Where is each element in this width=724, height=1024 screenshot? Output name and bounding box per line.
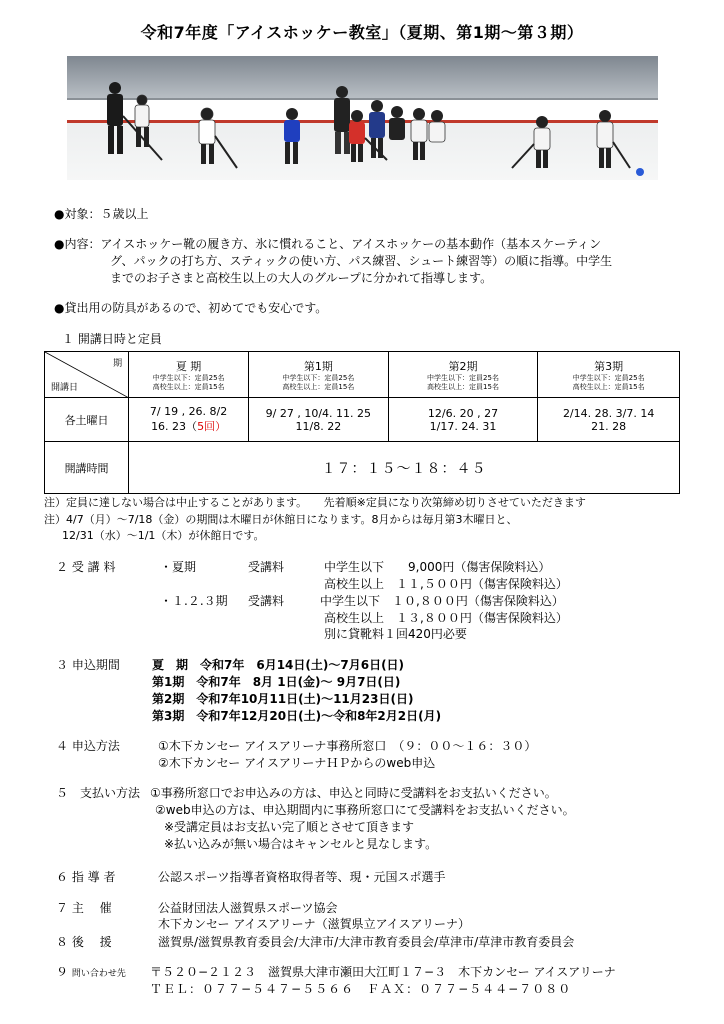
- dates-period-3: [538, 398, 680, 442]
- hockey-photo-1: [67, 56, 247, 180]
- fee-summer-junior: 中学生以下 9,000円（傷害保険料込）: [324, 560, 551, 574]
- note-2: 注）4/7（月）〜7/18（金）の期間は木曜日が休館日になります。8月からは毎月第3木曜日と、: [44, 513, 518, 526]
- hockey-photo-3: [490, 56, 658, 180]
- fee-summer-label: ・夏期: [160, 560, 197, 574]
- payment-line-1: ①事務所窓口でお申込みの方は、申込と同時に受講料をお支払いください。: [150, 786, 557, 800]
- dates-summer: [129, 398, 249, 442]
- apply-period-heading: ３ 申込期間: [56, 658, 120, 672]
- period-name: 夏 期: [175, 359, 202, 373]
- hockey-photo-2: [247, 56, 490, 180]
- dates-line-2: 16. 23（5回）: [151, 420, 227, 433]
- apply-period-1: 第1期 令和7年 8月 1日(金)〜 9月7日(日): [152, 675, 401, 689]
- equipment-text: ●貸出用の防具があるので、初めてでも安心です。: [54, 301, 328, 315]
- organizer-2: 木下カンセー アイスアリーナ（滋賀県立アイスアリーナ）: [158, 917, 470, 931]
- apply-method-1: ①木下カンセー アイスアリーナ事務所窓口 （９：００〜１６：３０）: [158, 739, 537, 753]
- contact-phone: ＴＥＬ：０７７−５４７−５５６６ ＦＡＸ：０７７−５４４−７０８０: [150, 982, 572, 996]
- instructor-heading: ６ 指 導 者: [56, 870, 116, 884]
- period-header-1: [249, 352, 389, 398]
- note-1: 注）定員に達しない場合は中止することがあります。 先着順※定員になり次第締め切りさせていただきます: [44, 496, 586, 509]
- apply-period-summer: 夏 期 令和7年 6月14日(土)〜7月6日(日): [152, 658, 405, 672]
- support-text: 滋賀県/滋賀県教育委員会/大津市/大津市教育委員会/草津市/草津市教育委員会: [158, 935, 575, 949]
- support-heading: ８ 後 援: [56, 935, 112, 949]
- capacity-senior: 高校生以上：定員15名: [427, 382, 499, 391]
- capacity-junior: 中学生以下：定員25名: [282, 373, 355, 382]
- target-text: ●対象：５歳以上: [54, 207, 149, 221]
- corner-period-label: 期: [113, 359, 123, 369]
- content-line-3: までのお子さまと高校生以上の大人のグループに分かれて指導します。: [110, 271, 493, 285]
- capacity-junior: 中学生以下：定員25名: [572, 373, 645, 382]
- capacity-junior: 中学生以下：定員25名: [152, 373, 225, 382]
- apply-period-3: 第3期 令和7年12月20日(土)〜令和8年2月2日(月): [152, 709, 442, 723]
- apply-method-2: ②木下カンセー アイスアリーナＨＰからのweb申込: [158, 756, 436, 770]
- dates-line-2: 11/8. 22: [295, 419, 342, 433]
- page-title: 令和7年度「アイスホッケー教室」（夏期、第1期〜第３期）: [140, 23, 584, 42]
- payment-note-1: ※受講定員はお支払い完了順とさせて頂きます: [164, 820, 415, 834]
- table-corner-cell: [45, 352, 129, 398]
- fee-regular-junior: 中学生以下 １０,８００円（傷害保険料込）: [320, 594, 564, 608]
- period-name: 第3期: [594, 359, 624, 373]
- class-time: １７：１５〜１８：４５: [129, 442, 680, 494]
- fee-summer-fee-label: 受講料: [248, 560, 285, 574]
- period-header-summer: [129, 352, 249, 398]
- row-label-time: 開講時間: [45, 442, 129, 494]
- capacity-senior: 高校生以上：定員15名: [152, 382, 225, 391]
- dates-period-1: [249, 398, 389, 442]
- dates-line-1: 7/ 19 , 26. 8/2: [149, 405, 228, 418]
- payment-line-2: ②web申込の方は、申込期間内に事務所窓口にて受講料をお支払いください。: [155, 803, 575, 817]
- dates-line-1: 12/6. 20 , 27: [427, 406, 499, 420]
- dates-line-1: 9/ 27 , 10/4. 11. 25: [265, 406, 372, 420]
- section-heading-schedule: １ 開講日時と定員: [62, 332, 162, 346]
- content-line-1: ●内容：アイスホッケー靴の履き方、氷に慣れること、アイスホッケーの基本動作（基本スケーティン: [54, 237, 602, 251]
- contact-heading-small: 問い合わせ先: [71, 969, 126, 979]
- period-header-3: [538, 352, 680, 398]
- contact-heading: ９ 問い合わせ先: [56, 965, 126, 979]
- capacity-senior: 高校生以上：定員15名: [572, 382, 645, 391]
- dates-period-2: [388, 398, 538, 442]
- dates-line-2: 1/17. 24. 31: [429, 419, 497, 433]
- note-3: 12/31（水）〜1/1（木）が休館日です。: [62, 529, 265, 542]
- payment-note-2: ※払い込みが無い場合はキャンセルと見なします。: [164, 837, 438, 851]
- fee-regular-senior: 高校生以上 １３,８００円（傷害保険料込）: [324, 611, 568, 625]
- session-count: 5回: [197, 420, 216, 433]
- apply-period-2: 第2期 令和7年10月11日(土)〜11月23日(日): [152, 692, 414, 706]
- corner-date-label: 開講日: [51, 383, 79, 393]
- instructor-text: 公認スポーツ指導者資格取得者等、現・元国スポ選手: [158, 870, 446, 884]
- organizer-heading: ７ 主 催: [56, 901, 112, 915]
- apply-method-heading: ４ 申込方法: [56, 739, 120, 753]
- dates-line-1: 2/14. 28. 3/7. 14: [562, 406, 655, 420]
- organizer-1: 公益財団法人滋賀県スポーツ協会: [158, 901, 338, 915]
- fee-heading: ２ 受 講 料: [56, 560, 116, 574]
- capacity-junior: 中学生以下：定員25名: [427, 373, 499, 382]
- payment-heading: ５ 支払い方法: [56, 786, 141, 800]
- period-header-2: [388, 352, 538, 398]
- row-label-saturday: 各土曜日: [45, 398, 129, 442]
- fee-summer-senior: 高校生以上 １１,５００円（傷害保険料込）: [324, 577, 568, 591]
- contact-address: 〒５２０−２１２３ 滋賀県大津市瀬田大江町１７−３ 木下カンセー アイスアリーナ: [150, 965, 616, 979]
- schedule-table: [44, 351, 680, 494]
- dates-line-2: 21. 28: [591, 419, 627, 433]
- capacity-senior: 高校生以上：定員15名: [282, 382, 355, 391]
- content-line-2: グ、パックの打ち方、スティックの使い方、パス練習、シュート練習等）の順に指導。中学生: [110, 254, 613, 268]
- period-name: 第2期: [448, 359, 478, 373]
- period-name: 第1期: [303, 359, 333, 373]
- fee-regular-label: ・１.２.３期: [160, 594, 228, 608]
- fee-rental: 別に貸靴料１回420円必要: [324, 627, 467, 641]
- fee-regular-fee-label: 受講料: [248, 594, 285, 608]
